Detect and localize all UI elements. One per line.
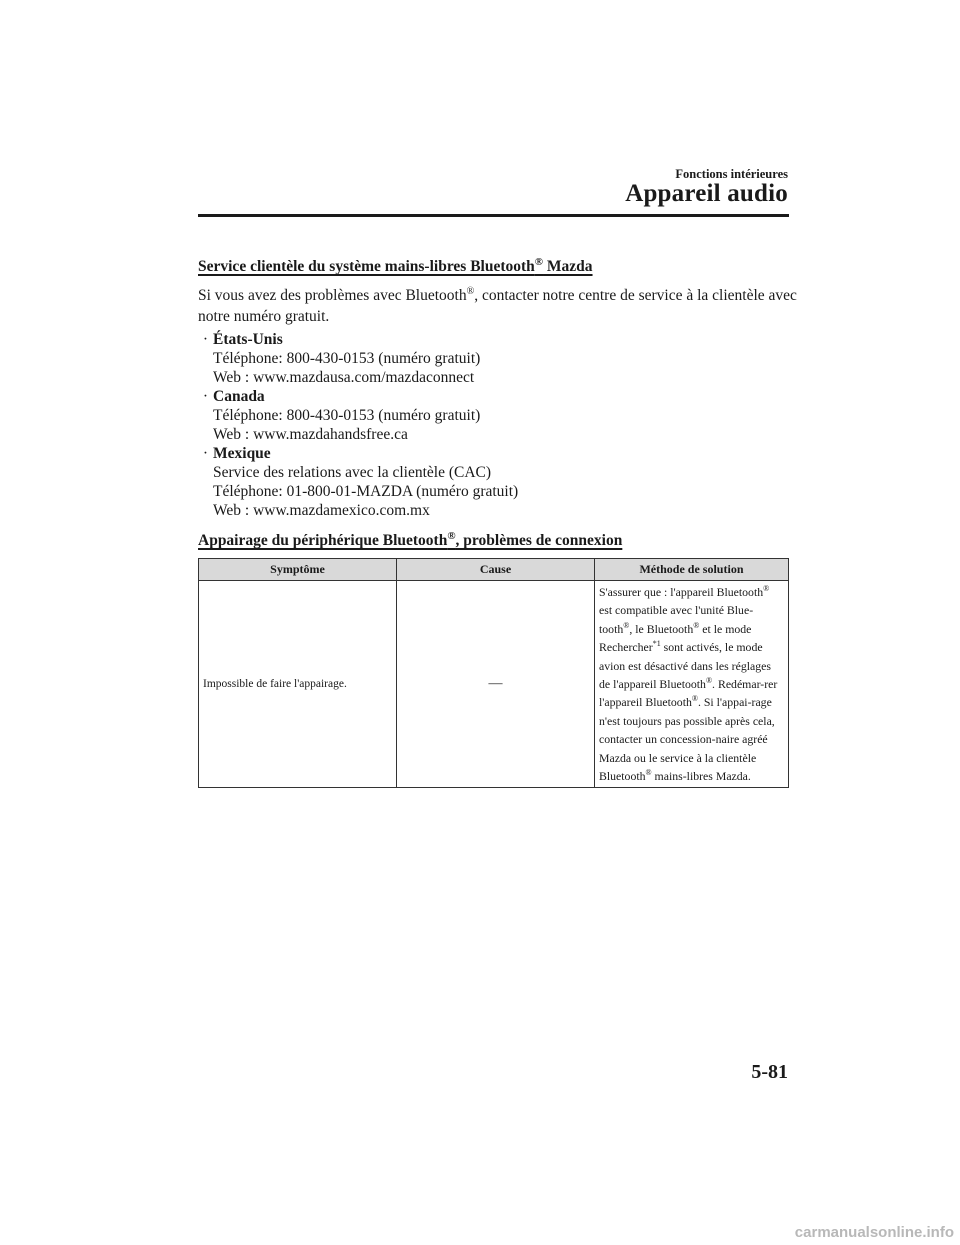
column-header: Symptôme — [199, 559, 397, 581]
country-name: États-Unis — [213, 331, 283, 348]
solution-text: . Redémar-rer l'appareil Bluetooth — [599, 677, 778, 710]
column-header: Méthode de solution — [595, 559, 789, 581]
registered-mark: ® — [623, 620, 630, 630]
bullet-icon: · — [202, 331, 209, 348]
bullet-icon: · — [202, 445, 209, 462]
contact-line: Téléphone: 800-430-0153 (numéro gratuit) — [213, 350, 481, 367]
country-name: Mexique — [213, 445, 271, 462]
registered-mark: ® — [645, 768, 652, 778]
contact-line: Service des relations avec la clientèle (CAC) — [213, 464, 492, 481]
table-row — [199, 581, 789, 788]
page-title: Appareil audio — [625, 180, 788, 207]
service-intro — [198, 285, 798, 327]
symptom-cell: Impossible de faire l'appairage. — [199, 581, 397, 788]
solution-text: , le Bluetooth — [629, 621, 694, 636]
registered-mark: ® — [534, 256, 544, 268]
watermark: carmanualsonline.info — [794, 1224, 954, 1241]
country-item — [198, 330, 283, 349]
column-header: Cause — [397, 559, 595, 581]
contact-line: Web : www.mazdausa.com/mazdaconnect — [213, 369, 475, 386]
pairing-heading — [198, 530, 622, 550]
service-heading-text: Service clientèle du système mains-libres Bluetooth — [198, 258, 535, 276]
registered-mark: ® — [705, 676, 713, 686]
registered-mark: ® — [691, 694, 698, 704]
contact-line: Téléphone: 800-430-0153 (numéro gratuit) — [213, 407, 481, 424]
service-heading-tail: Mazda — [543, 258, 593, 276]
service-intro-part: , contacter notre centre de service à la clientèle avec notre numéro gratuit. — [198, 287, 797, 325]
table-header-row — [199, 559, 789, 581]
solution-text: mains-libres Mazda. — [651, 769, 751, 784]
country-name: Canada — [213, 388, 265, 405]
solution-text: est compatible avec l'unité Blue-tooth — [599, 603, 754, 636]
registered-mark: ® — [447, 530, 456, 542]
solution-text: sont activés, le mode avion est désactivé dans les réglages de l'appareil Bluetooth — [599, 640, 771, 692]
pairing-heading-tail: , problèmes de connexion — [455, 532, 623, 550]
section-label: Fonctions intérieures — [675, 167, 788, 181]
pairing-heading-text: Appairage du périphérique Bluetooth — [198, 532, 448, 550]
solution-text: S'assurer que : l'appareil Bluetooth — [599, 585, 764, 599]
solution-text: et le mode Rechercher — [599, 621, 752, 655]
registered-mark: ® — [466, 285, 475, 297]
contact-line: Web : www.mazdahandsfree.ca — [213, 426, 408, 443]
service-heading — [198, 256, 593, 276]
header-rule — [198, 214, 789, 217]
contact-line: Web : www.mazdamexico.com.mx — [213, 502, 430, 519]
bullet-icon: · — [202, 388, 209, 405]
contact-line: Téléphone: 01-800-01-MAZDA (numéro gratuit) — [213, 483, 519, 500]
solution-cell — [595, 581, 789, 788]
registered-mark: ® — [693, 620, 700, 630]
footnote-ref: *1 — [652, 639, 661, 649]
service-intro-part: Si vous avez des problèmes avec Bluetooth — [198, 287, 467, 304]
troubleshooting-table — [198, 558, 789, 788]
country-item — [198, 444, 271, 463]
solution-text: . Si l'appai-rage n'est toujours pas possible après cela, contacter un concession-naire agréé Mazda ou le service à la clientèle Bluetooth — [599, 695, 775, 784]
country-item — [198, 387, 265, 406]
registered-mark: ® — [763, 584, 770, 594]
page-number: 5-81 — [751, 1061, 788, 1083]
cause-cell: — — [397, 581, 595, 788]
